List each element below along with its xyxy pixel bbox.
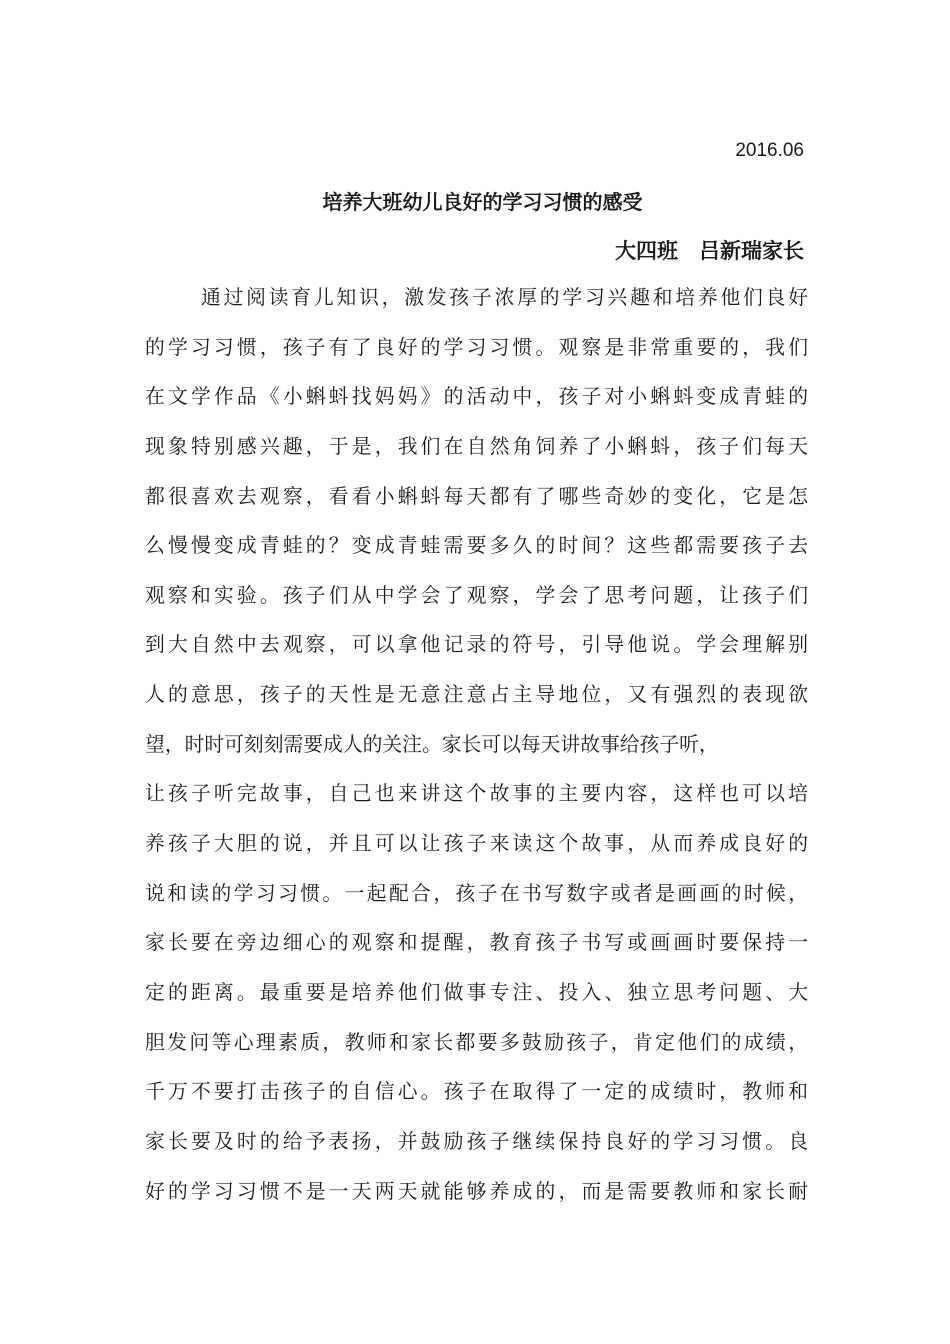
body-line: 千万不要打击孩子的自信心。孩子在取得了一定的成绩时，教师和 <box>145 1080 808 1104</box>
body-line: 定的距离。最重要是培养他们做事专注、投入、独立思考问题、大 <box>145 980 808 1004</box>
body-line: 说和读的学习习惯。一起配合，孩子在书写数字或者是画画的时候， <box>145 881 808 905</box>
body-line: 家长要在旁边细心的观察和提醒，教育孩子书写或画画时要保持一 <box>145 931 808 955</box>
body-line: 家长要及时的给予表扬，并鼓励孩子继续保持良好的学习习惯。良 <box>145 1129 808 1153</box>
document-body <box>145 285 808 1228</box>
body-line: 望，时时可刻刻需要成人的关注。家长可以每天讲故事给孩子听， <box>145 732 719 756</box>
body-line: 么慢慢变成青蛙的？变成青蛙需要多久的时间？这些都需要孩子去 <box>145 534 808 558</box>
body-line: 养孩子大胆的说，并且可以让孩子来读这个故事，从而养成良好的 <box>145 832 808 856</box>
document-date: 2016.06 <box>735 140 804 161</box>
body-line: 现象特别感兴趣，于是，我们在自然角饲养了小蝌蚪，孩子们每天 <box>145 434 808 458</box>
body-line: 都很喜欢去观察，看看小蝌蚪每天都有了哪些奇妙的变化，它是怎 <box>145 484 808 508</box>
body-line: 的学习习惯，孩子有了良好的学习习惯。观察是非常重要的，我们 <box>145 335 808 359</box>
document-author: 大四班 吕新瑞家长 <box>615 239 804 263</box>
body-line: 让孩子听完故事，自己也来讲这个故事的主要内容，这样也可以培 <box>145 782 808 806</box>
body-line: 通过阅读育儿知识，激发孩子浓厚的学习兴趣和培养他们良好 <box>201 286 808 309</box>
body-line: 胆发问等心理素质，教师和家长都要多鼓励孩子，肯定他们的成绩， <box>145 1030 808 1054</box>
body-line: 观察和实验。孩子们从中学会了观察，学会了思考问题，让孩子们 <box>145 583 808 607</box>
body-line: 好的学习习惯不是一天两天就能够养成的，而是需要教师和家长耐 <box>145 1179 808 1203</box>
body-line: 到大自然中去观察，可以拿他记录的符号，引导他说。学会理解别 <box>145 633 808 657</box>
document-title: 培养大班幼儿良好的学习习惯的感受 <box>322 190 643 214</box>
body-line: 人的意思，孩子的天性是无意注意占主导地位，又有强烈的表现欲 <box>145 683 808 707</box>
body-line: 在文学作品《小蝌蚪找妈妈》的活动中，孩子对小蝌蚪变成青蛙的 <box>145 385 808 409</box>
